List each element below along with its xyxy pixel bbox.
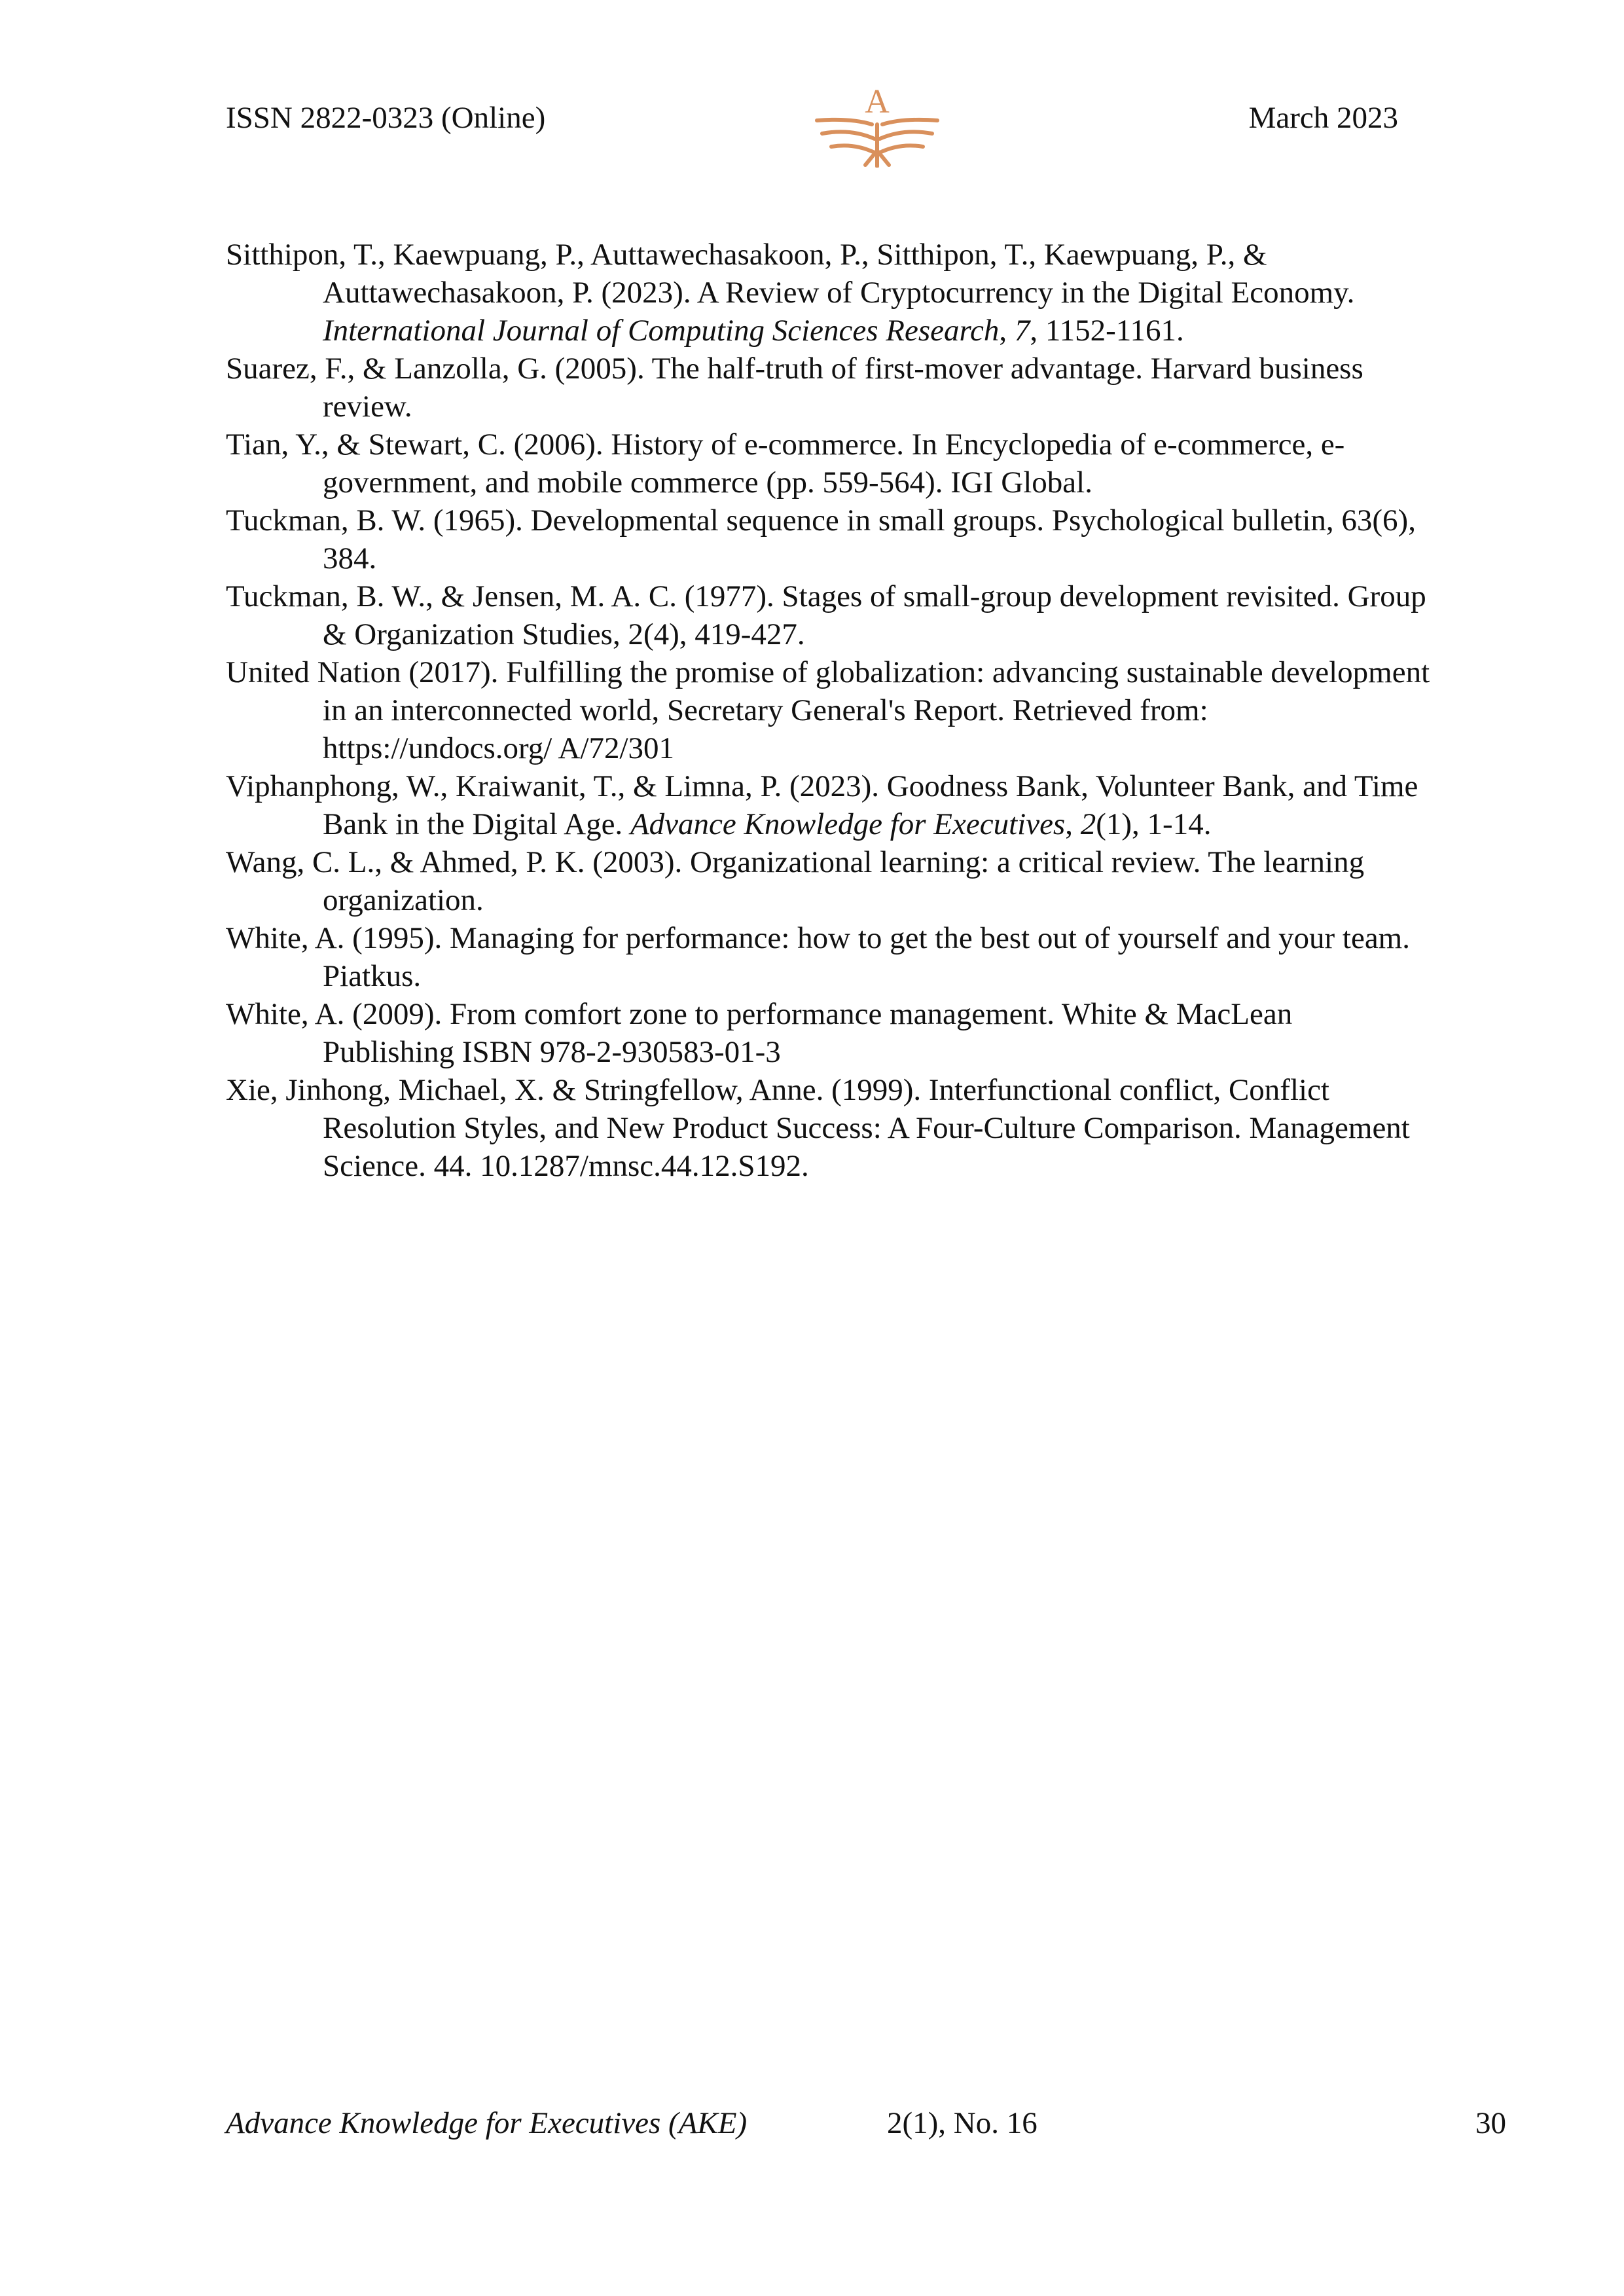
reference-text: , [1065,807,1081,841]
page-header [226,83,1398,170]
footer-journal-name: Advance Knowledge for Executives (AKE) [226,2106,748,2140]
reference-italic-text: International Journal of Computing Sciences Research [323,314,1000,348]
reference-entry [226,426,1430,501]
reference-text: Sitthipon, T., Kaewpuang, P., Auttawechasakoon, P., Sitthipon, T., Kaewpuang, P., & Auttawechasakoon, P. (2023). A Review of Cryptocurrency in the Digital Economy. [226,238,1355,310]
page-number: 30 [1475,2106,1506,2140]
footer-issue: 2(1), No. 16 [887,2106,1038,2140]
reference-list [226,236,1430,1185]
reference-entry [226,995,1430,1071]
reference-text: Tian, Y., & Stewart, C. (2006). History of e-commerce. In Encyclopedia of e-commerce, e-government, and mobile commerce (pp. 559-564). IGI Global. [226,428,1345,500]
reference-text: , 1152-1161. [1030,314,1184,348]
reference-entry [226,843,1430,919]
reference-text: Suarez, F., & Lanzolla, G. (2005). The half-truth of first-mover advantage. Harvard business review. [226,352,1363,424]
reference-italic-text: 2 [1080,807,1096,841]
reference-entry [226,653,1430,767]
reference-entry [226,577,1430,653]
reference-text: Viphanphong, W., Kraiwanit, T., & Limna, P. (2023). Goodness Bank, Volunteer Bank, and Time Bank in the Digital Age. [226,769,1418,841]
reference-text: White, A. (1995). Managing for performance: how to get the best out of yourself and your team. Piatkus. [226,921,1410,993]
reference-text: White, A. (2009). From comfort zone to performance management. White & MacLean Publishing ISBN 978-2-930583-01-3 [226,997,1293,1069]
reference-italic-text: Advance Knowledge for Executives [630,807,1066,841]
issn-label: ISSN 2822-0323 (Online) [226,101,546,135]
reference-entry [226,350,1430,426]
reference-entry [226,236,1430,350]
reference-text: , [999,314,1015,348]
reference-text: (1), 1-14. [1096,807,1212,841]
logo-letter: A [865,83,890,120]
reference-text: United Nation (2017). Fulfilling the promise of globalization: advancing sustainable development in an interconnected world, Secretary General's Report. Retrieved from: https://undocs.org/ A/72/301 [226,655,1430,765]
journal-logo [812,82,943,168]
reference-text: Wang, C. L., & Ahmed, P. K. (2003). Organizational learning: a critical review. The learning organization. [226,845,1365,917]
page-footer [226,2105,1506,2151]
reference-text: Tuckman, B. W. (1965). Developmental sequence in small groups. Psychological bulletin, 63(6), 384. [226,503,1416,575]
reference-entry [226,501,1430,577]
reference-italic-text: 7 [1014,314,1030,348]
reference-text: Tuckman, B. W., & Jensen, M. A. C. (1977). Stages of small-group development revisited. Group & Organization Studies, 2(4), 419-427. [226,579,1426,651]
reference-text: Xie, Jinhong, Michael, X. & Stringfellow, Anne. (1999). Interfunctional conflict, Conflict Resolution Styles, and New Product Success: A Four-Culture Comparison. Management Science. 44. 10.1287/mnsc.44.12.S192. [226,1073,1410,1183]
reference-entry [226,919,1430,995]
reference-entry [226,767,1430,843]
reference-entry [226,1071,1430,1185]
issue-date: March 2023 [1248,101,1398,135]
